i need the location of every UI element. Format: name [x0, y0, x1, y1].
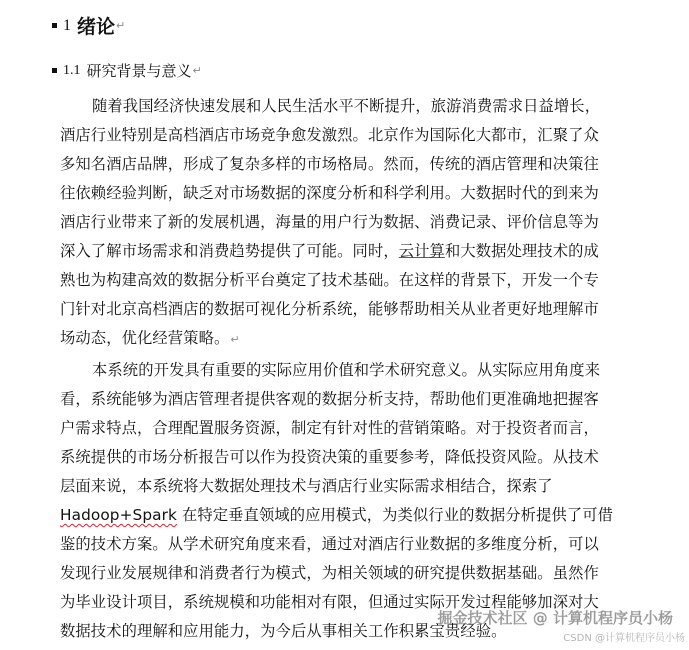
chapter-title: 绪论	[77, 16, 116, 38]
text-line: 鉴的技术方案。从学术研究角度来看，通过对酒店行业数据的多维度分析，可以	[60, 535, 599, 553]
watermark-small: CSDN @计算机程序员小杨	[563, 633, 685, 644]
text-span: 深入了解市场需求和消费趋势提供了可能。同时，	[60, 242, 399, 260]
text-line: 往依赖经验判断，缺乏对市场数据的深度分析和科学利用。大数据时代的到来为	[60, 184, 599, 202]
paragraph-mark-icon: ↵	[116, 19, 126, 32]
chapter-number: 1	[63, 16, 71, 34]
heading-bullet-icon	[52, 23, 57, 28]
text-line: 系统提供的市场分析报告可以作为投资决策的重要参考，降低投资风险。从技术	[60, 448, 599, 466]
text-line: 本系统的开发具有重要的实际应用价值和学术研究意义。从实际应用角度来	[92, 361, 601, 379]
text-line: 门针对北京高档酒店的数据可视化分析系统，能够帮助相关从业者更好地理解市	[60, 300, 599, 318]
text-line	[60, 501, 640, 530]
section-title: 研究背景与意义	[86, 62, 192, 80]
text-line: 户需求特点，合理配置服务资源，制定有针对性的营销策略。对于投资者而言，	[60, 419, 599, 437]
text-line: 为毕业设计项目，系统规模和功能相对有限，但通过实际开发过程能够加深对大	[60, 593, 599, 611]
text-line: 看，系统能够为酒店管理者提供客观的数据分析支持，帮助他们更准确地把握客	[60, 390, 599, 408]
text-line: 酒店行业特别是高档酒店市场竞争愈发激烈。北京作为国际化大都市，汇聚了众	[60, 126, 599, 144]
spellcheck-term: Hadoop+Spark	[60, 506, 177, 524]
paragraph-mark-icon: ↵	[230, 333, 240, 346]
text-line	[60, 237, 640, 266]
text-line: 数据技术的理解和应用能力，为今后从事相关工作积累宝贵经验。	[60, 622, 507, 640]
paragraph-background	[60, 92, 640, 353]
watermark: 掘金技术社区 @ 计算机程序员小杨	[437, 609, 673, 627]
text-span: 在特定垂直领域的应用模式，为类似行业的数据分析提供了可借	[181, 506, 614, 524]
paragraph-mark-icon: ↵	[192, 64, 202, 77]
text-span: 场动态，优化经营策略。	[60, 329, 230, 347]
text-span: 和大数据处理技术的成	[444, 242, 599, 260]
text-line	[60, 324, 640, 353]
text-line: 发现行业发展规律和消费者行为模式，为相关领域的研究提供数据基础。虽然作	[60, 564, 599, 582]
section-heading	[52, 60, 202, 81]
paragraph-significance	[60, 356, 640, 646]
heading-bullet-icon	[52, 68, 57, 73]
text-line: 酒店行业带来了新的发展机遇，海量的用户行为数据、消费记录、评价信息等为	[60, 213, 599, 231]
text-line: 熟也为构建高效的数据分析平台奠定了技术基础。在这样的背景下，开发一个专	[60, 271, 599, 289]
text-line: 随着我国经济快速发展和人民生活水平不断提升，旅游消费需求日益增长，	[92, 97, 601, 115]
chapter-heading	[52, 12, 125, 39]
text-line: 层面来说，本系统将大数据处理技术与酒店行业实际需求相结合，探索了	[60, 477, 553, 495]
underlined-term: 云计算	[398, 242, 445, 260]
section-number: 1.1	[63, 62, 81, 78]
text-line: 多知名酒店品牌，形成了复杂多样的市场格局。然而，传统的酒店管理和决策往	[60, 155, 599, 173]
